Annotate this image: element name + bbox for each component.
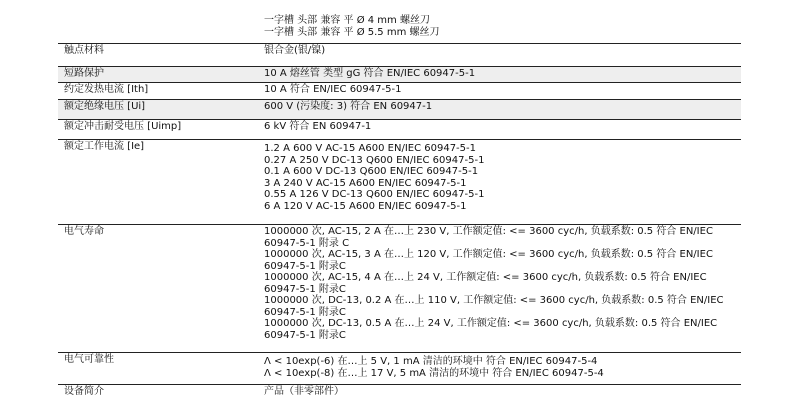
- value-line: 1.2 A 600 V AC-15 A600 EN/IEC 60947-5-1: [264, 143, 477, 154]
- spec-row-device-description: [58, 384, 741, 405]
- spec-label: 设备简介: [64, 386, 104, 397]
- value-line: 产品（非零部件）: [264, 386, 344, 397]
- value-line: 3 A 240 V AC-15 A600 EN/IEC 60947-5-1: [264, 177, 467, 189]
- spec-label: 电气寿命: [64, 226, 104, 237]
- value-line: 0.27 A 250 V DC-13 Q600 EN/IEC 60947-5-1: [264, 154, 485, 166]
- spec-row-short-circuit: [58, 66, 741, 82]
- spec-row-operating-current: [58, 139, 741, 224]
- spec-row-impulse-voltage: [58, 119, 741, 139]
- spec-row-screwdriver: [58, 14, 741, 42]
- spec-value: [264, 68, 734, 80]
- value-line: 一字槽 头部 兼容 平 Ø 4 mm 螺丝刀: [264, 15, 430, 26]
- value-line: 0.1 A 600 V DC-13 Q600 EN/IEC 60947-5-1: [264, 166, 479, 177]
- spec-value: [264, 101, 734, 113]
- spec-value: [264, 356, 734, 379]
- value-line: 6 A 120 V AC-15 A600 EN/IEC 60947-5-1: [264, 200, 467, 212]
- value-line: Λ < 10exp(-8) 在…上 17 V, 5 mA 清洁的环境中 符合 EN/IEC 60947-5-4: [264, 367, 604, 379]
- spec-label: 额定绝缘电压 [Ui]: [64, 101, 146, 112]
- value-line: 1000000 次, AC-15, 2 A 在…上 230 V, 工作额定值: <= 3600 cyc/h, 负载系数: 0.5 符合 EN/IEC 60947-5-1 附录 C: [264, 226, 713, 249]
- spec-row-contact-material: [58, 43, 741, 66]
- value-line: 0.55 A 126 V DC-13 Q600 EN/IEC 60947-5-1: [264, 189, 485, 200]
- spec-value: [264, 84, 734, 96]
- spec-label: 约定发热电流 [Ith]: [64, 84, 149, 95]
- spec-value: [264, 386, 734, 398]
- spec-label: 电气可靠性: [64, 354, 114, 365]
- value-line: 600 V (污染度: 3) 符合 EN 60947-1: [264, 101, 433, 112]
- value-line: 1000000 次, AC-15, 4 A 在…上 24 V, 工作额定值: <= 3600 cyc/h, 负载系数: 0.5 符合 EN/IEC 60947-5-1 附录C: [264, 272, 707, 295]
- spec-row-insulation-voltage: [58, 99, 741, 119]
- spec-value: [264, 226, 734, 341]
- value-line: 1000000 次, AC-15, 3 A 在…上 120 V, 工作额定值: <= 3600 cyc/h, 负载系数: 0.5 符合 EN/IEC 60947-5-1 附录C: [264, 249, 713, 272]
- spec-value: [264, 143, 734, 212]
- value-line: 银合金(银/镍): [264, 45, 326, 56]
- value-line: Λ < 10exp(-6) 在…上 5 V, 1 mA 清洁的环境中 符合 EN/IEC 60947-5-4: [264, 356, 598, 367]
- value-line: 10 A 熔丝管 类型 gG 符合 EN/IEC 60947-5-1: [264, 68, 476, 79]
- spec-value: [264, 121, 734, 133]
- value-line: 1000000 次, DC-13, 0.5 A 在…上 24 V, 工作额定值: <= 3600 cyc/h, 负载系数: 0.5 符合 EN/IEC 60947-5-1 附录C: [264, 318, 718, 341]
- value-line: 10 A 符合 EN/IEC 60947-5-1: [264, 84, 402, 95]
- spec-label: 额定冲击耐受电压 [Uimp]: [64, 121, 182, 132]
- spec-label: 额定工作电流 [Ie]: [64, 141, 145, 152]
- value-line: 一字槽 头部 兼容 平 Ø 5.5 mm 螺丝刀: [264, 26, 440, 38]
- spec-value: [264, 45, 734, 57]
- spec-row-electrical-reliability: [58, 352, 741, 384]
- spec-row-electrical-durability: [58, 224, 741, 352]
- spec-row-thermal-current: [58, 82, 741, 99]
- value-line: 6 kV 符合 EN 60947-1: [264, 121, 372, 132]
- spec-value: [264, 15, 734, 38]
- spec-label: 短路保护: [64, 68, 104, 79]
- spec-label: 触点材料: [64, 45, 104, 56]
- value-line: 1000000 次, DC-13, 0.2 A 在…上 110 V, 工作额定值: <= 3600 cyc/h, 负载系数: 0.5 符合 EN/IEC 60947-5-1 附录C: [264, 295, 724, 318]
